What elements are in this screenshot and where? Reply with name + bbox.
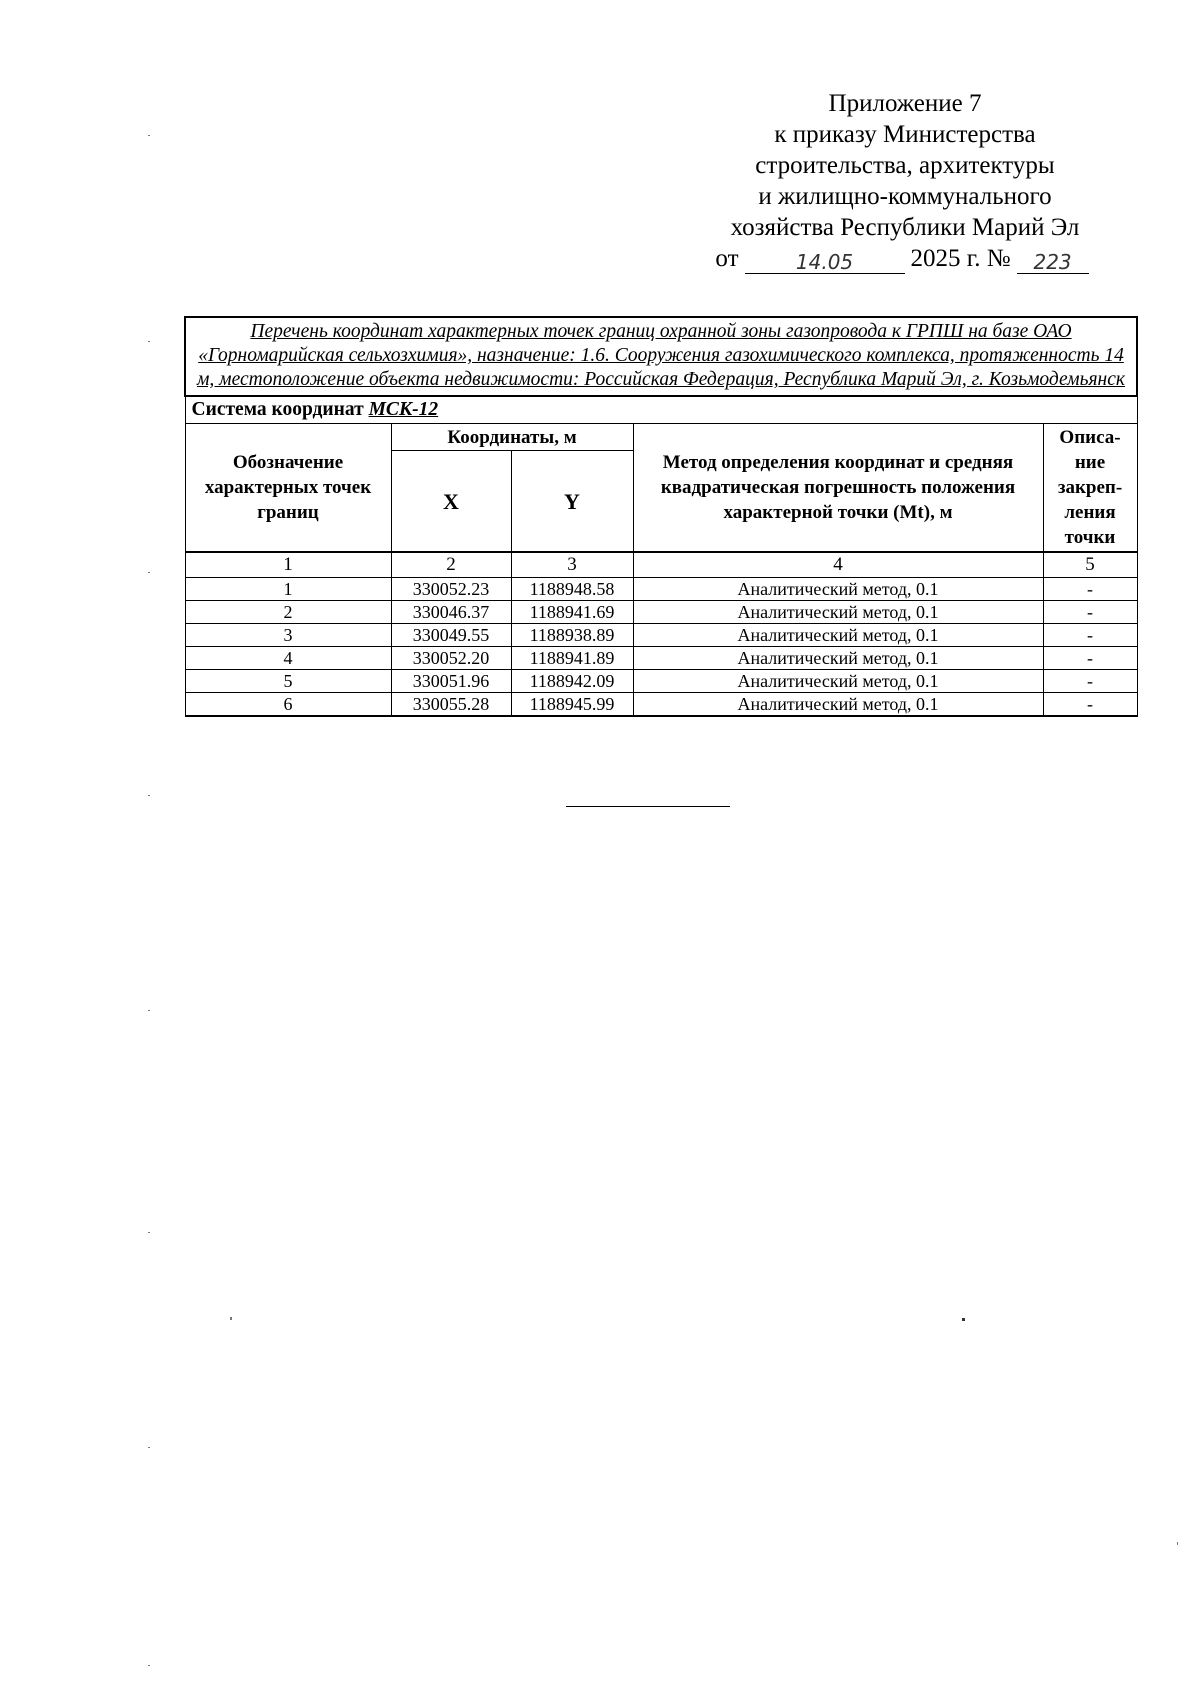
coordinates-table	[184, 316, 1138, 717]
header-y: Y	[511, 451, 633, 553]
cell-method: Аналитический метод, 0.1	[633, 647, 1043, 670]
cell-y: 1188941.69	[511, 601, 633, 624]
scan-speck	[148, 1447, 150, 1448]
table-row	[185, 647, 1137, 670]
appendix-title: Приложение 7	[828, 90, 982, 117]
table-caption: Перечень координат характерных точек границ охранной зоны газопровода к ГРПШ на базе ОАО «Горномарийская сельхозхимия», назначение: 1.6. Сооружения газохимического комплекса, протяженность 14 м, местоположение объекта недвижимости: Российская Федерация, Республика Марий Эл, г. Козьмодемьянск	[185, 317, 1137, 396]
cell-x: 330052.20	[391, 647, 511, 670]
cell-point: 3	[185, 624, 391, 647]
coordinate-system-label: Система координат	[191, 399, 364, 420]
column-number: 5	[1043, 552, 1137, 578]
scan-speck	[148, 1665, 150, 1666]
header-coordinates: Координаты, м	[391, 424, 633, 451]
closing-rule	[566, 806, 730, 807]
cell-method: Аналитический метод, 0.1	[633, 578, 1043, 601]
table-row	[185, 578, 1137, 601]
cell-point: 2	[185, 601, 391, 624]
header-x: X	[391, 451, 511, 553]
scan-speck	[148, 795, 150, 796]
scan-speck	[1177, 1542, 1178, 1545]
cell-y: 1188948.58	[511, 578, 633, 601]
caption-row	[185, 317, 1137, 396]
column-number: 3	[511, 552, 633, 578]
coordinate-system-row	[185, 396, 1137, 424]
cell-method: Аналитический метод, 0.1	[633, 601, 1043, 624]
header-method: Метод определения координат и средняя квадратическая погрешность положения характерной точки (Mt), м	[633, 424, 1043, 553]
cell-x: 330046.37	[391, 601, 511, 624]
cell-y: 1188945.99	[511, 693, 633, 717]
handwritten-date: 14.05	[745, 251, 905, 274]
column-number-row	[185, 552, 1137, 578]
appendix-ministry-line-1: строительства, архитектуры	[755, 152, 1055, 179]
table-row	[185, 601, 1137, 624]
header-row-1	[185, 424, 1137, 451]
column-number: 2	[391, 552, 511, 578]
coordinate-system-value: МСК-12	[368, 399, 439, 420]
scan-speck	[148, 572, 150, 573]
cell-description: -	[1043, 647, 1137, 670]
cell-description: -	[1043, 693, 1137, 717]
cell-method: Аналитический метод, 0.1	[633, 624, 1043, 647]
appendix-header	[700, 88, 1110, 274]
appendix-order-line: к приказу Министерства	[774, 121, 1036, 148]
cell-method: Аналитический метод, 0.1	[633, 670, 1043, 693]
cell-point: 5	[185, 670, 391, 693]
scan-speck	[148, 135, 150, 136]
header-point: Обозначение характерных точек границ	[185, 424, 391, 553]
cell-x: 330049.55	[391, 624, 511, 647]
appendix-date-line	[700, 243, 1110, 274]
table-row	[185, 670, 1137, 693]
cell-y: 1188941.89	[511, 647, 633, 670]
cell-y: 1188938.89	[511, 624, 633, 647]
table-row	[185, 693, 1137, 717]
cell-x: 330051.96	[391, 670, 511, 693]
header-description: Описа-ние закреп-ления точки	[1043, 424, 1137, 553]
appendix-ministry-line-2: и жилищно-коммунального	[758, 183, 1052, 210]
cell-point: 6	[185, 693, 391, 717]
cell-y: 1188942.09	[511, 670, 633, 693]
coordinate-system	[185, 396, 1137, 424]
scan-speck	[148, 341, 150, 342]
cell-x: 330055.28	[391, 693, 511, 717]
cell-description: -	[1043, 624, 1137, 647]
cell-x: 330052.23	[391, 578, 511, 601]
cell-point: 4	[185, 647, 391, 670]
column-number: 4	[633, 552, 1043, 578]
handwritten-order-number: 223	[1017, 251, 1089, 274]
scan-speck	[148, 1010, 150, 1011]
cell-description: -	[1043, 578, 1137, 601]
appendix-ministry-line-3: хозяйства Республики Марий Эл	[730, 214, 1080, 241]
scan-speck	[230, 1317, 232, 1320]
cell-description: -	[1043, 601, 1137, 624]
scan-speck	[962, 1318, 965, 1321]
scan-speck	[148, 1232, 150, 1233]
date-prefix: от	[715, 245, 739, 272]
column-number: 1	[185, 552, 391, 578]
cell-point: 1	[185, 578, 391, 601]
cell-description: -	[1043, 670, 1137, 693]
year-and-number-label: 2025 г. №	[910, 245, 1011, 272]
table-row	[185, 624, 1137, 647]
cell-method: Аналитический метод, 0.1	[633, 693, 1043, 717]
